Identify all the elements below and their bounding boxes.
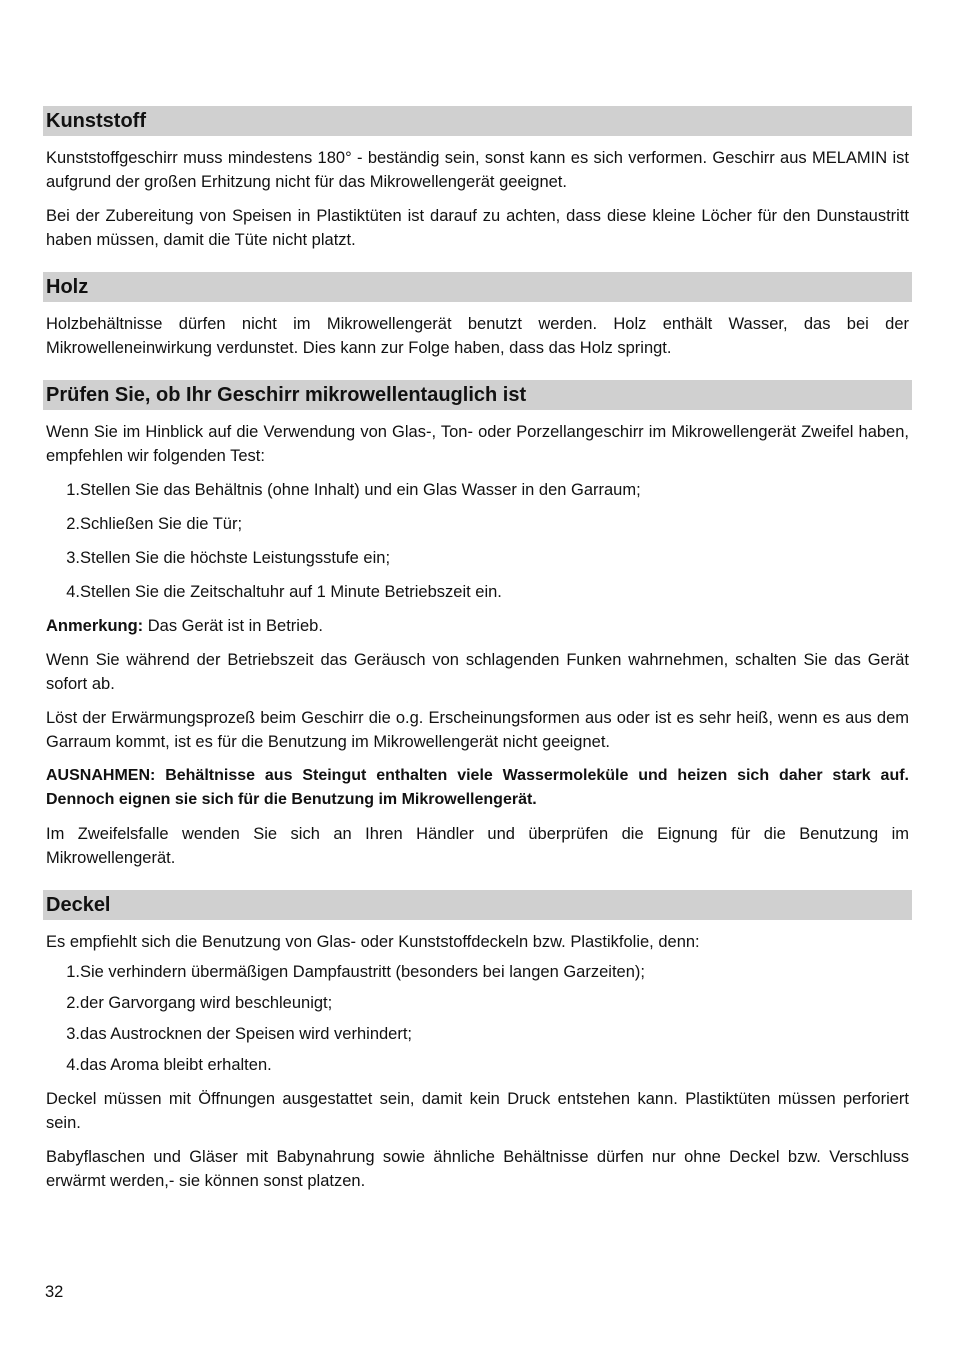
step-text: der Garvorgang wird beschleunigt; bbox=[80, 994, 333, 1012]
pruefen-erwaermung-paragraph: Löst der Erwärmungsprozeß beim Geschirr die o.g. Erscheinungsformen aus oder ist es sehr heiß, wenn es aus dem Garraum kommt, ist es für die Benutzung im Mikrowellengerät nicht geeignet. bbox=[46, 709, 909, 751]
document-page bbox=[43, 106, 912, 1213]
kunststoff-paragraph-1: Kunststoffgeschirr muss mindestens 180° - beständig sein, sonst kann es sich verformen. Geschirr aus MELAMIN ist aufgrund der großen Erhitzung nicht für das Mikrowellengerät geeignet. bbox=[46, 149, 909, 191]
list-item bbox=[43, 478, 912, 502]
list-item bbox=[43, 546, 912, 570]
note-label: Anmerkung: bbox=[46, 617, 144, 635]
list-item bbox=[43, 512, 912, 536]
pruefen-funken-paragraph: Wenn Sie während der Betriebszeit das Geräusch von schlagenden Funken wahrnehmen, schalten Sie das Gerät sofort ab. bbox=[46, 651, 909, 693]
ausnahmen-paragraph: AUSNAHMEN: Behältnisse aus Steingut enthalten viele Wassermoleküle und heizen sich daher stark auf. Dennoch eignen sie sich für die Benutzung im Mikrowellengerät. bbox=[46, 767, 909, 808]
heading-pruefen: Prüfen Sie, ob Ihr Geschirr mikrowellentauglich ist bbox=[43, 380, 912, 410]
heading-holz: Holz bbox=[43, 272, 912, 302]
step-number: 3. bbox=[66, 1025, 80, 1043]
step-text: Stellen Sie die Zeitschaltuhr auf 1 Minute Betriebszeit ein. bbox=[80, 583, 502, 601]
step-text: das Austrocknen der Speisen wird verhindert; bbox=[80, 1025, 413, 1043]
list-item bbox=[43, 991, 912, 1015]
step-text: das Aroma bleibt erhalten. bbox=[80, 1056, 272, 1074]
list-item bbox=[43, 580, 912, 604]
deckel-paragraph-1: Deckel müssen mit Öffnungen ausgestattet sein, damit kein Druck entstehen kann. Plastiktüten müssen perforiert sein. bbox=[46, 1090, 909, 1132]
page-number: 32 bbox=[45, 1283, 64, 1301]
section-holz bbox=[43, 272, 912, 360]
step-number: 4. bbox=[66, 1056, 80, 1074]
step-text: Stellen Sie das Behältnis (ohne Inhalt) und ein Glas Wasser in den Garraum; bbox=[80, 481, 641, 499]
heading-kunststoff: Kunststoff bbox=[43, 106, 912, 136]
step-number: 1. bbox=[66, 963, 80, 981]
step-number: 1. bbox=[66, 481, 80, 499]
step-text: Stellen Sie die höchste Leistungsstufe ein; bbox=[80, 549, 391, 567]
list-item bbox=[43, 1053, 912, 1077]
step-number: 4. bbox=[66, 583, 80, 601]
deckel-reasons-list bbox=[43, 960, 912, 1077]
holz-paragraph-1: Holzbehältnisse dürfen nicht im Mikrowellengerät benutzt werden. Holz enthält Wasser, das bei der Mikrowelleneinwirkung verdunstet. Dies kann zur Folge haben, dass das Holz springt. bbox=[46, 315, 909, 357]
step-number: 2. bbox=[66, 515, 80, 533]
step-number: 2. bbox=[66, 994, 80, 1012]
step-number: 3. bbox=[66, 549, 80, 567]
heading-deckel: Deckel bbox=[43, 890, 912, 920]
kunststoff-paragraph-2: Bei der Zubereitung von Speisen in Plastiktüten ist darauf zu achten, dass diese kleine Löcher für den Dunstaustritt haben müssen, damit die Tüte nicht platzt. bbox=[46, 207, 909, 249]
list-item bbox=[43, 960, 912, 984]
list-item bbox=[43, 1022, 912, 1046]
section-pruefen bbox=[43, 380, 912, 870]
step-text: Sie verhindern übermäßigen Dampfaustritt (besonders bei langen Garzeiten); bbox=[80, 963, 645, 981]
section-deckel bbox=[43, 890, 912, 1193]
section-kunststoff bbox=[43, 106, 912, 252]
test-steps-list bbox=[43, 478, 912, 604]
deckel-intro: Es empfiehlt sich die Benutzung von Glas- oder Kunststoffdeckeln bzw. Plastikfolie, denn: bbox=[46, 933, 700, 951]
step-text: Schließen Sie die Tür; bbox=[80, 515, 243, 533]
deckel-paragraph-2: Babyflaschen und Gläser mit Babynahrung sowie ähnliche Behältnisse dürfen nur ohne Deckel bzw. Verschluss erwärmt werden,- sie können sonst platzen. bbox=[46, 1148, 909, 1190]
note-text: Das Gerät ist in Betrieb. bbox=[143, 617, 323, 635]
pruefen-intro: Wenn Sie im Hinblick auf die Verwendung von Glas-, Ton- oder Porzellangeschirr im Mikrowellengerät Zweifel haben, empfehlen wir folgenden Test: bbox=[46, 423, 909, 465]
pruefen-zweifel-paragraph: Im Zweifelsfalle wenden Sie sich an Ihren Händler und überprüfen die Eignung für die Benutzung im Mikrowellengerät. bbox=[46, 825, 909, 867]
note-paragraph bbox=[43, 614, 912, 638]
